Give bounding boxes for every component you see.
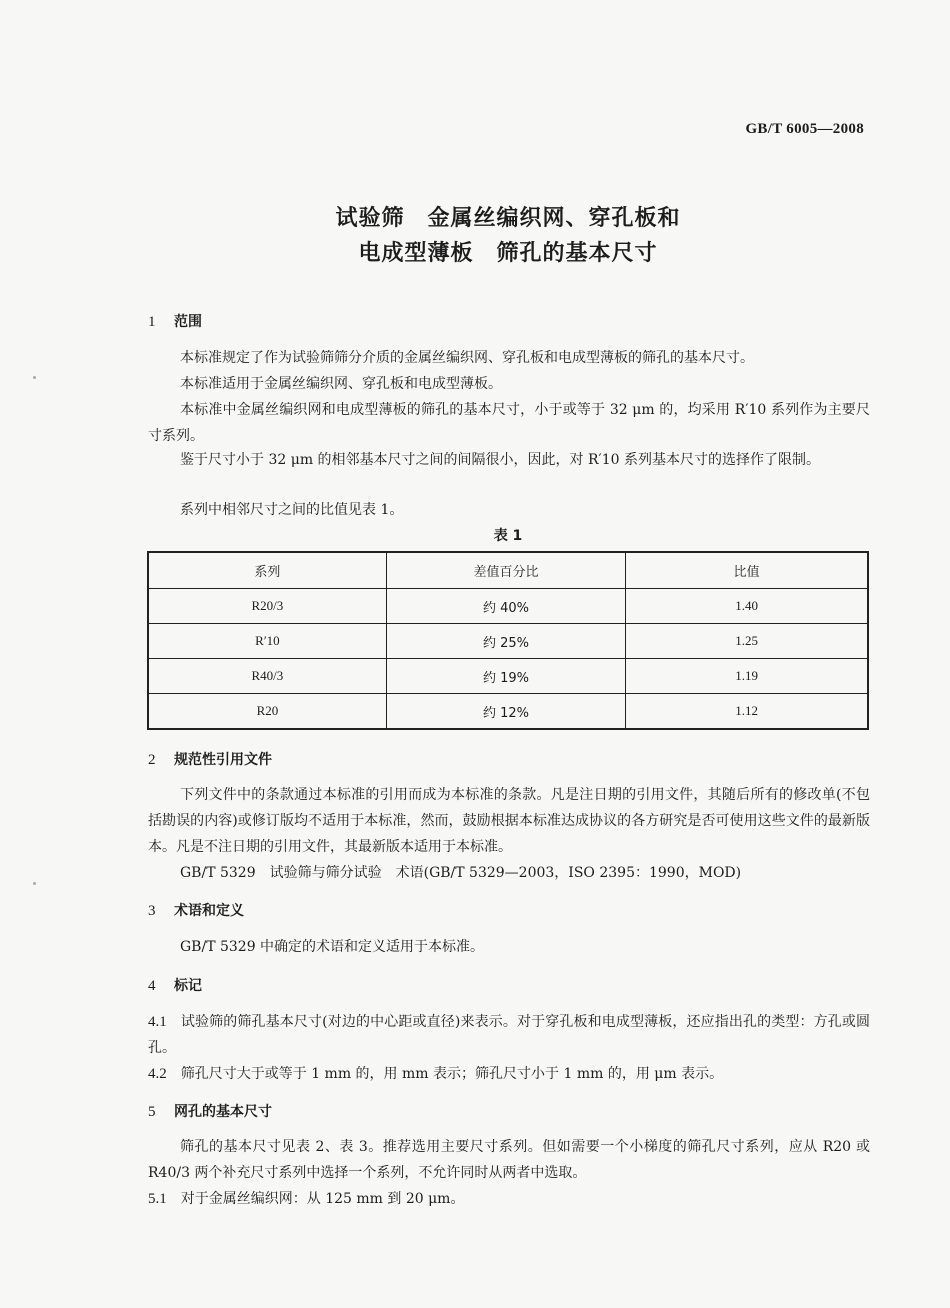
item-number: 5.1 (148, 1191, 167, 1207)
header-ratio: 比值 (626, 552, 868, 589)
section5-heading (148, 1101, 272, 1121)
cell-ratio: 1.25 (626, 624, 868, 659)
section4-heading (148, 975, 202, 995)
section2-title: 规范性引用文件 (174, 752, 272, 768)
section2-paragraph1: 下列文件中的条款通过本标准的引用而成为本标准的条款。凡是注日期的引用文件，其随后所有的修改单(不包括勘误的内容)或修订版均不适用于本标准，然而，鼓励根据本标准达成协议的各方研究是否可使用这些文件的最新版本。凡是不注日期的引用文件，其最新版本适用于本标准。 (148, 787, 870, 855)
table1-caption: 表 1 (493, 528, 523, 544)
cell-difference: 约 19% (386, 659, 625, 694)
document-title-line2: 电成型薄板 筛孔的基本尺寸 (358, 241, 658, 266)
section5-item1 (148, 1186, 870, 1212)
section1-paragraph2: 本标准适用于金属丝编织网、穿孔板和电成型薄板。 (180, 376, 502, 392)
table-row (148, 694, 868, 730)
section1-paragraph5: 系列中相邻尺寸之间的比值见表 1。 (180, 502, 404, 518)
section5-number: 5 (148, 1104, 156, 1120)
cell-series: R′10 (148, 624, 386, 659)
cell-ratio: 1.40 (626, 589, 868, 624)
header-series: 系列 (148, 552, 386, 589)
section3-paragraph1: GB/T 5329 中确定的术语和定义适用于本标准。 (180, 939, 485, 955)
section4-title: 标记 (174, 978, 202, 994)
section2-heading (148, 749, 272, 769)
section1-number: 1 (148, 314, 156, 330)
document-title-line1: 试验筛 金属丝编织网、穿孔板和 (335, 206, 681, 231)
table-header-row (148, 552, 868, 589)
section4-item1 (148, 1009, 870, 1061)
ratio-table (147, 551, 869, 730)
section5-paragraph1: 筛孔的基本尺寸见表 2、表 3。推荐选用主要尺寸系列。但如需要一个小梯度的筛孔尺寸系列，应从 R20 或 R40/3 两个补充尺寸系列中选择一个系列，不允许同时从两者中选取。 (148, 1139, 870, 1181)
cell-difference: 约 12% (386, 694, 625, 730)
cell-series: R40/3 (148, 659, 386, 694)
table-row (148, 624, 868, 659)
table-row (148, 659, 868, 694)
cell-difference: 约 40% (386, 589, 625, 624)
section3-title: 术语和定义 (174, 903, 244, 919)
section4-number: 4 (148, 978, 156, 994)
cell-difference: 约 25% (386, 624, 625, 659)
scan-speck (33, 376, 36, 379)
cell-ratio: 1.12 (626, 694, 868, 730)
scan-speck (33, 882, 36, 885)
section3-number: 3 (148, 903, 156, 919)
section2-number: 2 (148, 752, 156, 768)
header-difference-percent: 差值百分比 (386, 552, 625, 589)
item-text: 试验筛的筛孔基本尺寸(对边的中心距或直径)来表示。对于穿孔板和电成型薄板，还应指出孔的类型：方孔或圆孔。 (148, 1014, 870, 1056)
section4-item2 (148, 1061, 870, 1087)
item-number: 4.1 (148, 1014, 167, 1030)
cell-ratio: 1.19 (626, 659, 868, 694)
item-number: 4.2 (148, 1066, 167, 1082)
section1-paragraph3: 本标准中金属丝编织网和电成型薄板的筛孔的基本尺寸，小于或等于 32 μm 的，均采用 R′10 系列作为主要尺寸系列。 (148, 402, 870, 444)
cell-series: R20 (148, 694, 386, 730)
table-row (148, 589, 868, 624)
item-text: 对于金属丝编织网：从 125 mm 到 20 μm。 (180, 1191, 465, 1207)
section1-heading (148, 311, 202, 331)
section1-paragraph1: 本标准规定了作为试验筛筛分介质的金属丝编织网、穿孔板和电成型薄板的筛孔的基本尺寸。 (180, 350, 754, 366)
section1-paragraph4: 鉴于尺寸小于 32 μm 的相邻基本尺寸之间的间隔很小，因此，对 R′10 系列基本尺寸的选择作了限制。 (180, 452, 820, 468)
item-text: 筛孔尺寸大于或等于 1 mm 的，用 mm 表示；筛孔尺寸小于 1 mm 的，用 μm 表示。 (180, 1066, 724, 1082)
section2-reference: GB/T 5329 试验筛与筛分试验 术语(GB/T 5329—2003，ISO 2395：1990，MOD) (180, 865, 742, 881)
standard-code: GB/T 6005—2008 (745, 121, 864, 137)
section3-heading (148, 900, 244, 920)
section1-title: 范围 (174, 314, 202, 330)
section5-title: 网孔的基本尺寸 (174, 1104, 272, 1120)
cell-series: R20/3 (148, 589, 386, 624)
